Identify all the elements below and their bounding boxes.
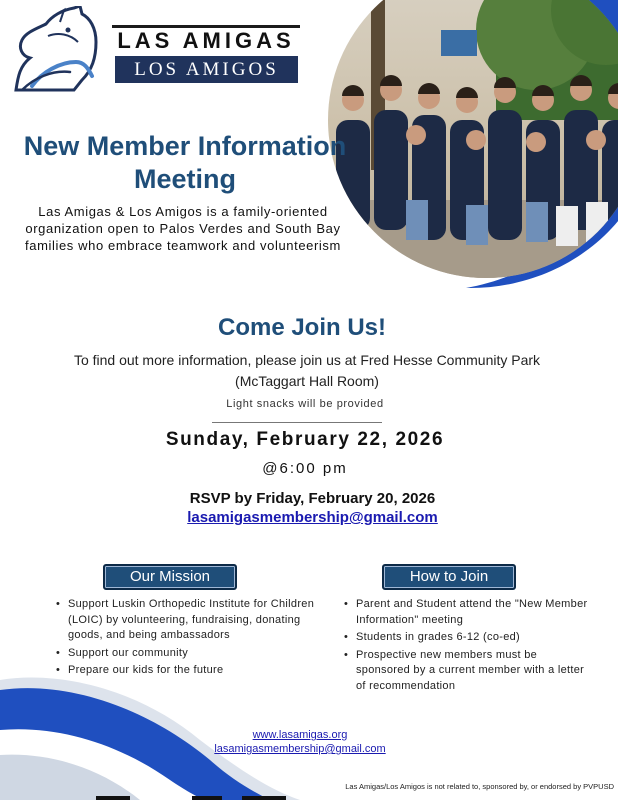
list-item: • Prepare our kids for the future	[54, 663, 316, 679]
group-photo	[316, 0, 618, 295]
meeting-title: New Member Information Meeting	[23, 131, 347, 194]
org-description: Las Amigas & Los Amigos is a family-oriented organization open to Palos Verdes and South Bay families who embrace teamwork and volunteerism	[25, 204, 341, 253]
footer-bar	[96, 796, 130, 800]
divider	[212, 422, 382, 423]
snacks-note: Light snacks will be provided	[226, 398, 384, 410]
mission-list	[54, 597, 316, 681]
how-to-join-list	[342, 597, 592, 696]
join-heading: Come Join Us!	[217, 314, 387, 341]
list-item: • Prospective new members must be sponsored by a current member with a letter of recommendation	[342, 648, 592, 695]
horse-head-logo-icon	[8, 6, 104, 92]
how-to-join-header: How to Join	[382, 564, 516, 590]
org-name: LAS AMIGAS	[117, 28, 295, 53]
footer-bar	[192, 796, 222, 800]
footer-links	[160, 728, 440, 756]
website-link[interactable]: www.lasamigas.org	[252, 729, 348, 741]
footer-bar	[242, 796, 286, 800]
event-date: Sunday, February 22, 2026	[165, 429, 445, 450]
location-line-2: (McTaggart Hall Room)	[235, 373, 379, 389]
event-time: @6:00 pm	[262, 460, 348, 477]
list-item: • Support Luskin Orthopedic Institute for Children (LOIC) by volunteering, fundraising, donating goods, and being ambassadors	[54, 597, 316, 644]
org-subname: LOS AMIGOS	[115, 56, 298, 83]
footer-email-link[interactable]: lasamigasmembership@gmail.com	[214, 743, 386, 755]
list-item: • Parent and Student attend the "New Member Information" meeting	[342, 597, 592, 628]
disclaimer: Las Amigas/Los Amigos is not related to, sponsored by, or endorsed by PVPUSD	[345, 782, 614, 791]
list-item: • Support our community	[54, 646, 316, 662]
rsvp-email-link[interactable]: lasamigasmembership@gmail.com	[187, 509, 438, 526]
our-mission-header: Our Mission	[103, 564, 237, 590]
location-text	[20, 350, 594, 392]
rsvp-deadline: RSVP by Friday, February 20, 2026	[189, 490, 436, 507]
location-line-1: To find out more information, please join us at Fred Hesse Community Park	[73, 352, 541, 368]
list-item: • Students in grades 6-12 (co-ed)	[342, 630, 592, 646]
